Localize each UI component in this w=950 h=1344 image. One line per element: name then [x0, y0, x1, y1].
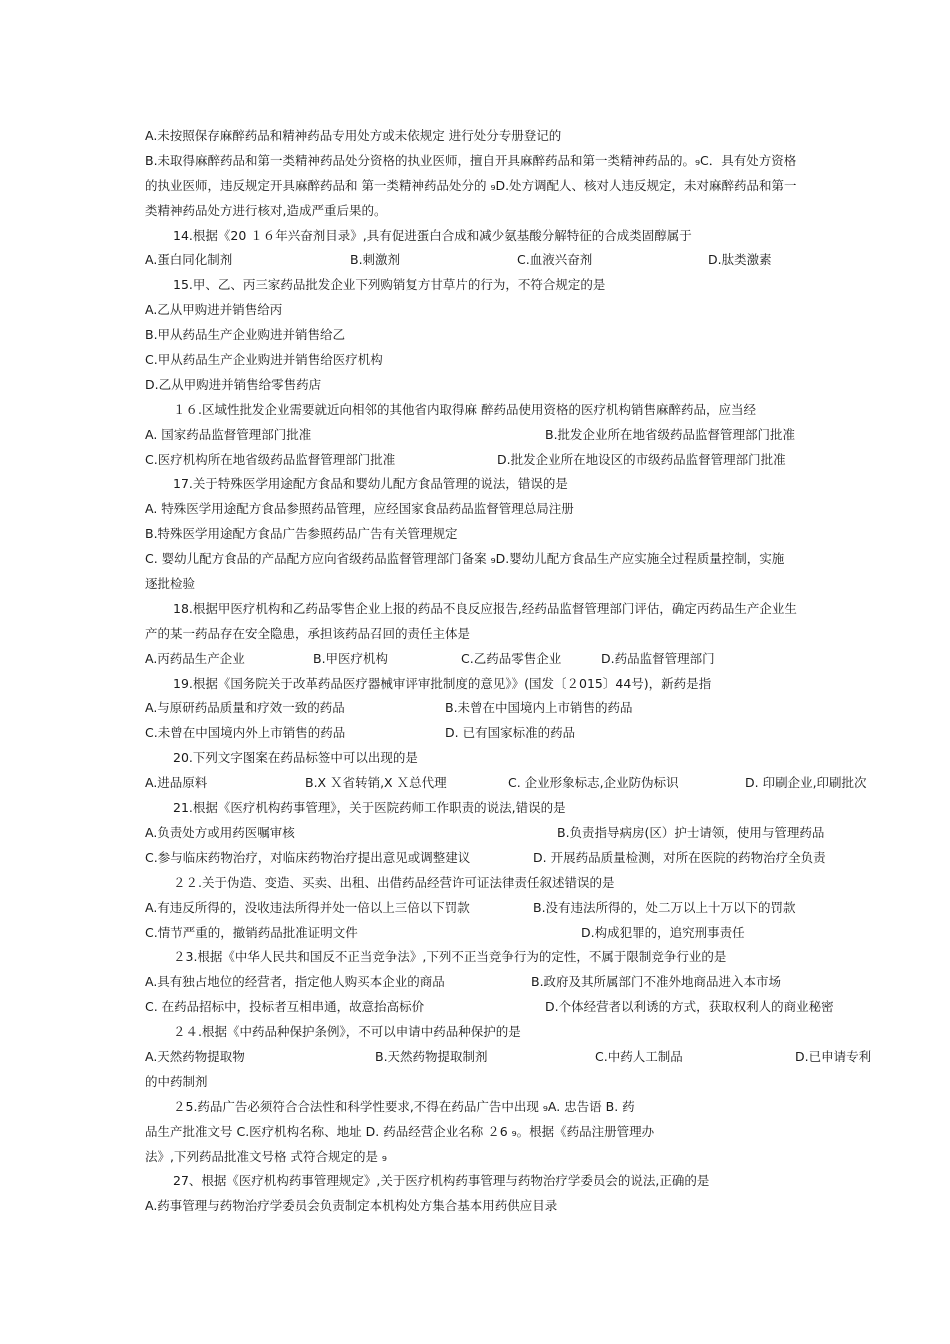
text-line: B.特殊医学用途配方食品广告参照药品广告有关管理规定 — [145, 526, 458, 542]
option-text: C.医疗机构所在地省级药品监督管理部门批准 — [145, 451, 396, 467]
option-text: D.肽类激素 — [708, 252, 772, 268]
option-row — [145, 248, 897, 273]
option-text: D.构成犯罪的，追究刑事责任 — [581, 924, 745, 940]
option-row — [145, 846, 897, 871]
text-line: A.未按照保存麻醉药品和精神药品专用处方或未依规定 进行处分专册登记的 — [145, 128, 562, 143]
document-body — [145, 124, 897, 1219]
text-line: A. 特殊医学用途配方食品参照药品管理，应经国家食品药品监督管理总局注册 — [145, 501, 574, 517]
option-row — [145, 771, 897, 796]
option-text: B.天然药物提取制剂 — [375, 1048, 488, 1064]
option-text: B.政府及其所属部门不准外地商品进入本市场 — [531, 974, 782, 990]
option-text: B.负责指导病房(区）护士请领，使用与管理药品 — [557, 824, 825, 840]
text-line: 类精神药品处方进行核对,造成严重后果的。 — [145, 202, 387, 218]
text-line: B.甲从药品生产企业购进并销售给乙 — [145, 327, 346, 343]
question-stem: ２3.根据《中华人民共和国反不正当竞争法》,下列不正当竞争行为的定性，不属于限制竞争行业的是 — [173, 949, 727, 965]
option-text: B.批发企业所在地省级药品监督管理部门批准 — [545, 426, 796, 442]
text-line: D.乙从甲购进并销售给零售药店 — [145, 376, 322, 392]
option-text: D.批发企业所在地设区的市级药品监督管理部门批准 — [497, 451, 786, 467]
option-row — [145, 921, 897, 946]
option-text: A.天然药物提取物 — [145, 1048, 245, 1064]
option-text: A. 国家药品监督管理部门批准 — [145, 426, 312, 442]
option-text: C. 企业形象标志,企业防伪标识 — [508, 775, 679, 791]
question-stem: 15.甲、乙、丙三家药品批发企业下列购销复方甘草片的行为，不符合规定的是 — [173, 277, 606, 293]
option-text: C.未曾在中国境内外上市销售的药品 — [145, 725, 346, 741]
option-text: A.蛋白同化制剂 — [145, 252, 233, 268]
question-stem: ２２.关于伪造、变造、买卖、出租、出借药品经营许可证法律责任叙述错误的是 — [173, 874, 615, 890]
text-line: A.乙从甲购进并销售给丙 — [145, 302, 283, 318]
question-stem: 27、根据《医疗机构药事管理规定》,关于医疗机构药事管理与药物治疗学委员会的说法,正确的是 — [173, 1173, 710, 1189]
option-text: B.刺激剂 — [350, 252, 401, 268]
question-stem: ２5.药品广告必须符合合法性和科学性要求,不得在药品广告中出现 ₉A. 忠告语 B. 药 — [173, 1098, 635, 1114]
option-text: A.有违反所得的，没收违法所得并处一倍以上三倍以下罚款 — [145, 899, 470, 915]
question-stem: １６.区域性批发企业需要就近向相邻的其他省内取得麻 醉药品使用资格的医疗机构销售麻醉药品，应当经 — [173, 401, 756, 417]
text-line: 法》,下列药品批准文号格 式符合规定的是 ₉ — [145, 1148, 387, 1164]
option-row — [145, 423, 897, 448]
question-stem: 17.关于特殊医学用途配方食品和婴幼儿配方食品管理的说法，错误的是 — [173, 476, 568, 492]
option-row — [145, 448, 897, 473]
text-line: 品生产批准文号 C.医疗机构名称、地址 D. 药品经营企业名称 ２6 ₉。根据《药品注册管理办 — [145, 1123, 655, 1139]
text-line: C.甲从药品生产企业购进并销售给医疗机构 — [145, 352, 383, 368]
question-stem: ２４.根据《中药品种保护条例》，不可以申请中药品种保护的是 — [173, 1024, 521, 1040]
text-line: 逐批检验 — [145, 576, 196, 592]
option-text: A.与原研药品质量和疗效一致的药品 — [145, 700, 345, 716]
option-text: D. 印刷企业,印刷批次 — [745, 775, 867, 791]
option-row — [145, 821, 897, 846]
text-line: 产的某一药品存在安全隐患，承担该药品召回的责任主体是 — [145, 625, 471, 641]
option-text: C.乙药品零售企业 — [461, 650, 562, 666]
question-stem: 19.根据《国务院关于改革药品医疗器械审评审批制度的意见》》(国发〔２015〕44号)，新药是指 — [173, 675, 712, 691]
option-text: A.丙药品生产企业 — [145, 650, 245, 666]
option-text: A.具有独占地位的经营者，指定他人购买本企业的商品 — [145, 974, 445, 990]
option-text: A.进品原料 — [145, 775, 208, 791]
option-row — [145, 970, 897, 995]
option-row — [145, 721, 897, 746]
option-row — [145, 647, 897, 672]
option-row — [145, 696, 897, 721]
option-row — [145, 1045, 897, 1070]
option-text: B.未曾在中国境内上市销售的药品 — [445, 700, 633, 716]
option-text: C.血液兴奋剂 — [517, 252, 593, 268]
option-text: D.药品监督管理部门 — [601, 650, 715, 666]
text-line: B.未取得麻醉药品和第一类精神药品处分资格的执业医师，擅自开具麻醉药品和第一类精神药品的。₉C．具有处方资格 — [145, 152, 797, 168]
question-stem: 21.根据《医疗机构药事管理》，关于医院药师工作职责的说法,错误的是 — [173, 800, 566, 816]
question-stem: 14.根据《20 １６年兴奋剂目录》,具有促进蛋白合成和减少氨基酸分解特征的合成类固醇属于 — [173, 227, 692, 243]
question-stem: 20.下列文字图案在药品标签中可以出现的是 — [173, 750, 418, 766]
option-text: D. 已有国家标准的药品 — [445, 725, 576, 741]
option-text: D. 开展药品质量检测，对所在医院的药物治疗全负责 — [533, 849, 826, 865]
option-text: B.X Ｘ省转销,X Ｘ总代理 — [305, 775, 447, 791]
option-text: A.负责处方或用药医嘱审核 — [145, 824, 295, 840]
question-stem: 18.根据甲医疗机构和乙药品零售企业上报的药品不良反应报告,经药品监督管理部门评估，确定丙药品生产企业生 — [173, 600, 797, 616]
option-row — [145, 896, 897, 921]
text-line: A.药事管理与药物治疗学委员会负责制定本机构处方集合基本用药供应目录 — [145, 1198, 558, 1214]
option-text: C.中药人工制品 — [595, 1048, 683, 1064]
option-text: B.没有违法所得的，处二万以上十万以下的罚款 — [533, 899, 796, 915]
option-text: D.已申请专利 — [795, 1048, 872, 1064]
option-text: C. 在药品招标中，投标者互相串通，故意抬高标价 — [145, 999, 425, 1015]
text-line: 的执业医师，违反规定开具麻醉药品和 第一类精神药品处分的 ₉D.处方调配人、核对人违反规定，未对麻醉药品和第一 — [145, 177, 797, 193]
option-row — [145, 995, 897, 1020]
option-text: D.个体经营者以利诱的方式，获取权利人的商业秘密 — [545, 999, 834, 1015]
option-text: C.参与临床药物治疗，对临床药物治疗提出意见或调整建议 — [145, 849, 471, 865]
option-text: C.情节严重的，撤销药品批准证明文件 — [145, 924, 358, 940]
text-line: 的中药制剂 — [145, 1073, 208, 1089]
option-text: B.甲医疗机构 — [313, 650, 389, 666]
text-line: C. 婴幼儿配方食品的产品配方应向省级药品监督管理部门备案 ₉D.婴幼儿配方食品生产应实施全过程质量控制，实施 — [145, 551, 785, 567]
